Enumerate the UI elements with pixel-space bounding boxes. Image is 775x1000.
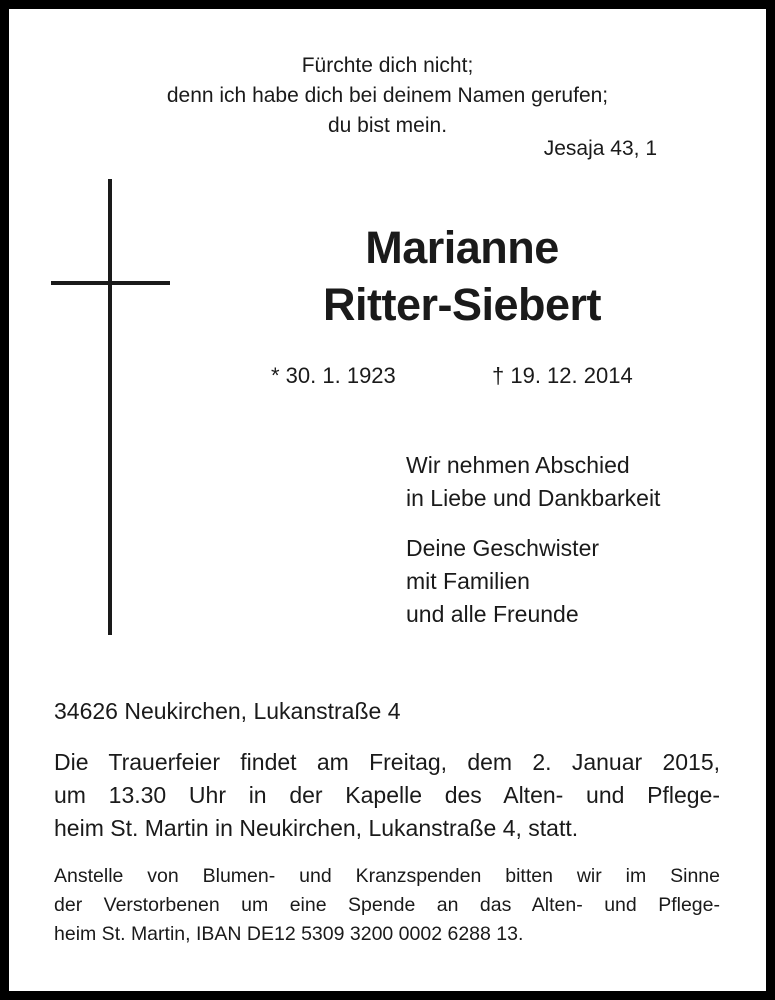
funeral-line: um 13.30 Uhr in der Kapelle des Alten- und Pflege-: [54, 782, 720, 808]
deceased-name: [199, 219, 725, 333]
donation-line: der Verstorbenen um eine Spende an das Alten- und Pflege-: [54, 894, 720, 916]
funeral-line: Die Trauerfeier findet am Freitag, dem 2. Januar 2015,: [54, 749, 720, 775]
farewell-text: [406, 449, 660, 515]
cross-icon-bar: [51, 281, 170, 285]
mourners-line: Deine Geschwister: [406, 535, 600, 561]
farewell-line: Wir nehmen Abschied: [406, 452, 630, 478]
donation-line: heim St. Martin, IBAN DE12 5309 3200 0002 6288 13.: [54, 923, 524, 945]
verse-line: du bist mein.: [327, 114, 448, 137]
bible-verse: [9, 51, 766, 141]
last-name: Ritter-Siebert: [322, 279, 602, 330]
mourners-line: und alle Freunde: [406, 601, 579, 627]
mourners-line: mit Familien: [406, 568, 530, 594]
death-date: † 19. 12. 2014: [492, 363, 633, 388]
verse-source: Jesaja 43, 1: [543, 137, 657, 160]
cross-icon: [108, 179, 112, 635]
farewell-line: in Liebe und Dankbarkeit: [406, 485, 661, 511]
mourners: [406, 532, 599, 631]
verse-line: denn ich habe dich bei deinem Namen gerufen;: [166, 84, 609, 107]
obituary-notice: [9, 9, 766, 991]
verse-line: Fürchte dich nicht;: [301, 54, 474, 77]
donation-info: [54, 862, 720, 949]
birth-date: * 30. 1. 1923: [271, 363, 396, 388]
first-name: Marianne: [365, 222, 559, 273]
address: 34626 Neukirchen, Lukanstraße 4: [54, 698, 401, 724]
funeral-info: [54, 746, 720, 845]
donation-line: Anstelle von Blumen- und Kranzspenden bitten wir im Sinne: [54, 865, 720, 887]
funeral-line: heim St. Martin in Neukirchen, Lukanstraße 4, statt.: [54, 815, 579, 841]
